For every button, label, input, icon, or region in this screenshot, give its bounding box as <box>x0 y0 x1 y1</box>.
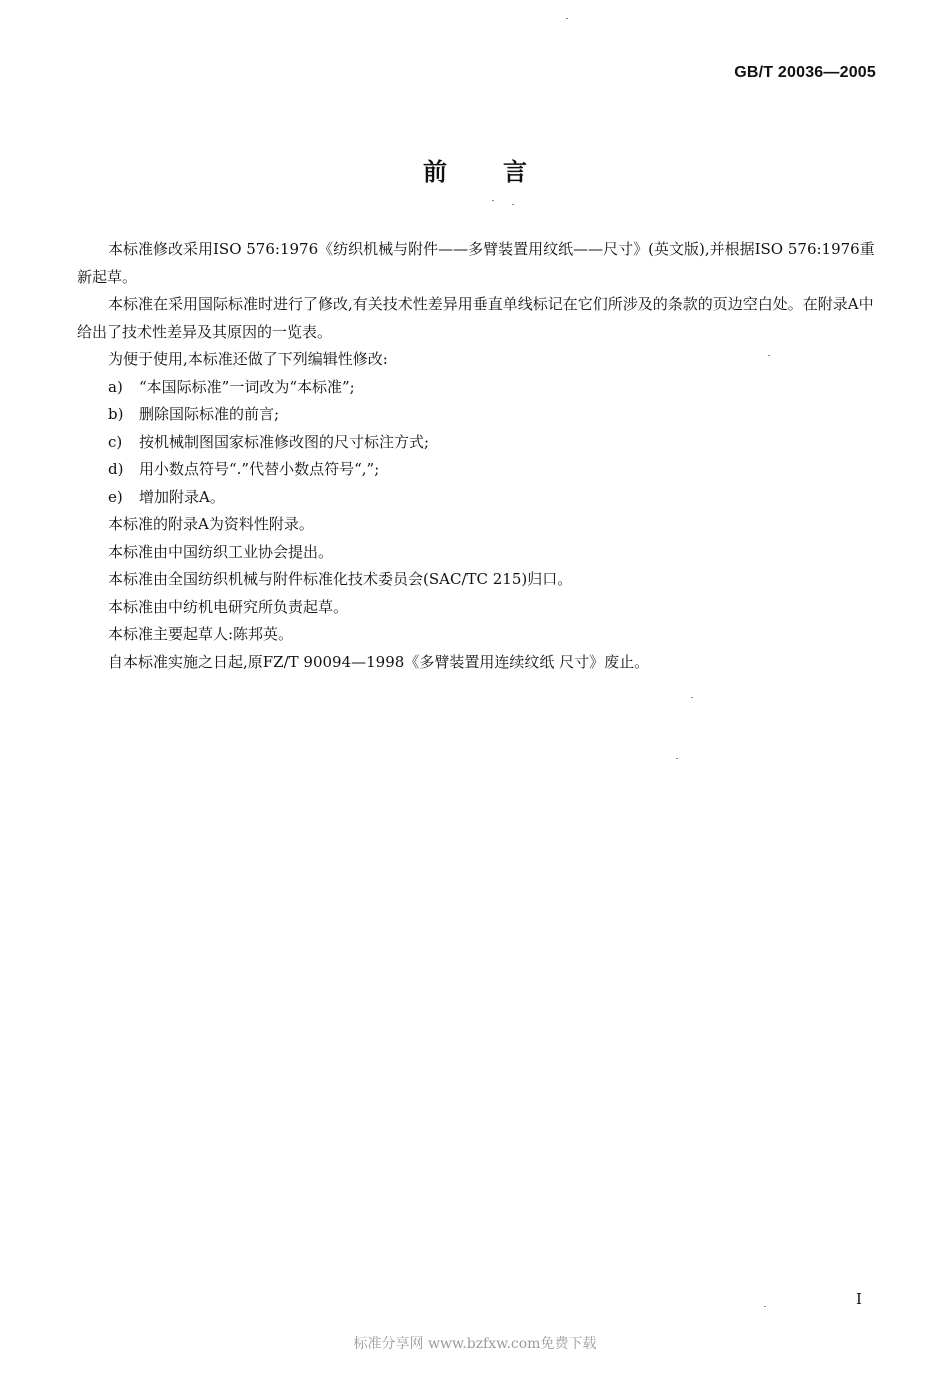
paragraph-proposer: 本标准由中国纺织工业协会提出。 <box>108 542 334 561</box>
list-item <box>77 484 877 512</box>
list-marker: e) <box>108 487 123 506</box>
scan-speck <box>768 355 770 356</box>
list-marker: c) <box>108 432 123 451</box>
paragraph-adoption: 本标准修改采用ISO 576:1976《纺织机械与附件——多臂装置用纹纸——尺寸》(英文版),并根据ISO 576:1976重新起草。 <box>77 240 875 286</box>
scan-speck <box>691 697 693 698</box>
paragraph-annex: 本标准的附录A为资料性附录。 <box>108 515 314 533</box>
list-item-text: 删除国际标准的前言; <box>139 405 280 423</box>
list-marker: a) <box>108 377 123 396</box>
scan-speck <box>512 204 514 205</box>
list-marker: d) <box>108 460 124 478</box>
list-item-text: 用小数点符号“.”代替小数点符号“,”; <box>139 460 380 478</box>
watermark-footer: 标准分享网 www.bzfxw.com免费下载 <box>353 1336 597 1352</box>
page-title: 前言 <box>423 158 583 186</box>
paragraph-drafting-org: 本标准由中纺机电研究所负责起草。 <box>108 597 349 616</box>
list-item <box>77 374 877 402</box>
list-marker: b) <box>108 405 124 423</box>
scan-speck <box>492 200 494 201</box>
list-item <box>77 401 877 429</box>
page-number: I <box>856 1290 862 1308</box>
list-item <box>77 429 877 457</box>
paragraph-technical-differences: 本标准在采用国际标准时进行了修改,有关技术性差异用垂直单线标记在它们所涉及的条款的页边空白处。在附录A中给出了技术性差异及其原因的一览表。 <box>77 295 874 341</box>
scan-speck <box>676 758 678 759</box>
list-item-text: “本国际标准”一词改为“本标准”; <box>139 377 355 396</box>
standard-code: GB/T 20036—2005 <box>734 64 876 81</box>
paragraph-committee: 本标准由全国纺织机械与附件标准化技术委员会(SAC/TC 215)归口。 <box>108 570 573 588</box>
scan-speck <box>764 1306 766 1307</box>
paragraph-editorial-intro: 为便于使用,本标准还做了下列编辑性修改: <box>108 350 388 368</box>
paragraph-drafter: 本标准主要起草人:陈邦英。 <box>108 625 294 643</box>
scan-speck <box>566 18 568 19</box>
foreword-body <box>77 236 877 676</box>
list-item <box>77 456 877 484</box>
list-item-text: 按机械制图国家标准修改图的尺寸标注方式; <box>139 432 430 451</box>
paragraph-supersedes: 自本标准实施之日起,原FZ/T 90094—1998《多臂装置用连续纹纸 尺寸》废止。 <box>108 652 650 671</box>
list-item-text: 增加附录A。 <box>139 487 225 506</box>
